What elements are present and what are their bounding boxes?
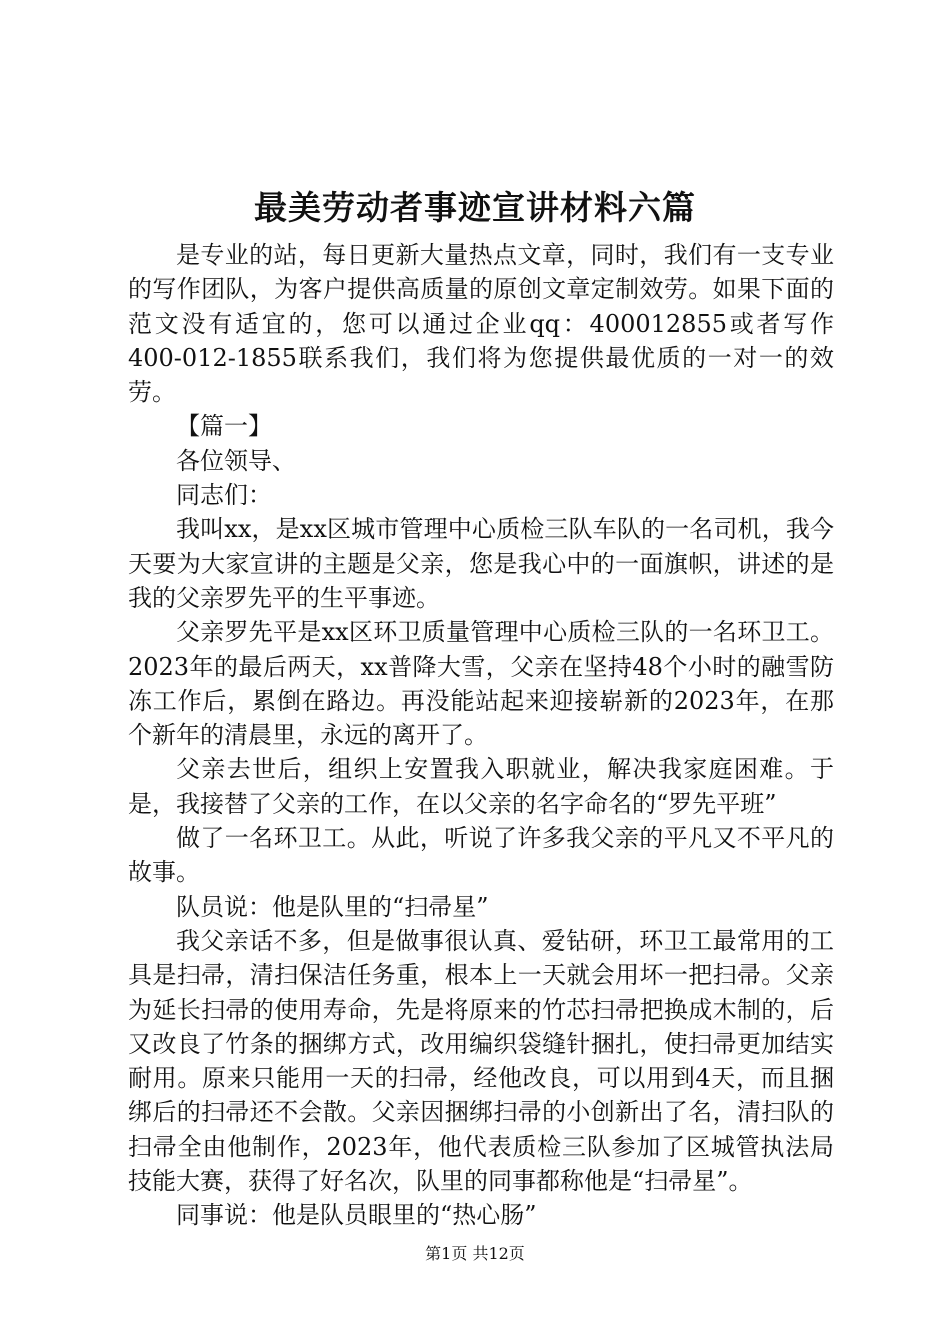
body-paragraph: 我父亲话不多，但是做事很认真、爱钻研，环卫工最常用的工具是扫帚，清扫保洁任务重，根本上一天就会用坏一把扫帚。父亲为延长扫帚的使用寿命，先是将原来的竹芯扫帚把换成木制的，后又改良了竹条的捆绑方式，改用编织袋缝针捆扎，使扫帚更加结实耐用。原来只能用一天的扫帚，经他改良，可以用到4天，而且捆绑后的扫帚还不会散。父亲因捆绑扫帚的小创新出了名，清扫队的扫帚全由他制作，2023年，他代表质检三队参加了区城管执法局技能大赛，获得了好名次，队里的同事都称他是“扫帚星”。 (128, 926, 834, 1196)
body-paragraph: 我叫xx，是xx区城市管理中心质检三队车队的一名司机，我今天要为大家宣讲的主题是父亲，您是我心中的一面旗帜，讲述的是我的父亲罗先平的生平事迹。 (128, 515, 834, 612)
page-footer: 第1页 共12页 (425, 1244, 525, 1263)
intro-paragraph: 是专业的站，每日更新大量热点文章，同时，我们有一支专业的写作团队，为客户提供高质量的原创文章定制效劳。如果下面的范文没有适宜的，您可以通过企业qq：400012855或者写作 400-012-1855联系我们，我们将为您提供最优质的一对一的效劳。 (128, 241, 866, 407)
body-paragraph: 父亲罗先平是xx区环卫质量管理中心质检三队的一名环卫工。2023年的最后两天，xx普降大雪，父亲在坚持48个小时的融雪防冻工作后，累倒在路边。再没能站起来迎接崭新的2023年，在那个新年的清晨里，永远的离开了。 (128, 618, 834, 750)
section-heading: 【篇一】 (176, 412, 272, 441)
salutation-comrades: 同志们： (176, 481, 272, 510)
body-paragraph: 做了一名环卫工。从此，听说了许多我父亲的平凡又不平凡的故事。 (128, 824, 834, 887)
salutation-leaders: 各位领导、 (176, 446, 296, 475)
subheading: 队员说：他是队里的“扫帚星” (176, 892, 489, 921)
body-paragraph: 父亲去世后，组织上安置我入职就业，解决我家庭困难。于是，我接替了父亲的工作，在以父亲的名字命名的“罗先平班” (128, 755, 834, 818)
subheading: 同事说：他是队员眼里的“热心肠” (176, 1201, 537, 1230)
document-body (128, 238, 866, 1233)
document-title: 最美劳动者事迹宣讲材料六篇 (254, 188, 696, 227)
